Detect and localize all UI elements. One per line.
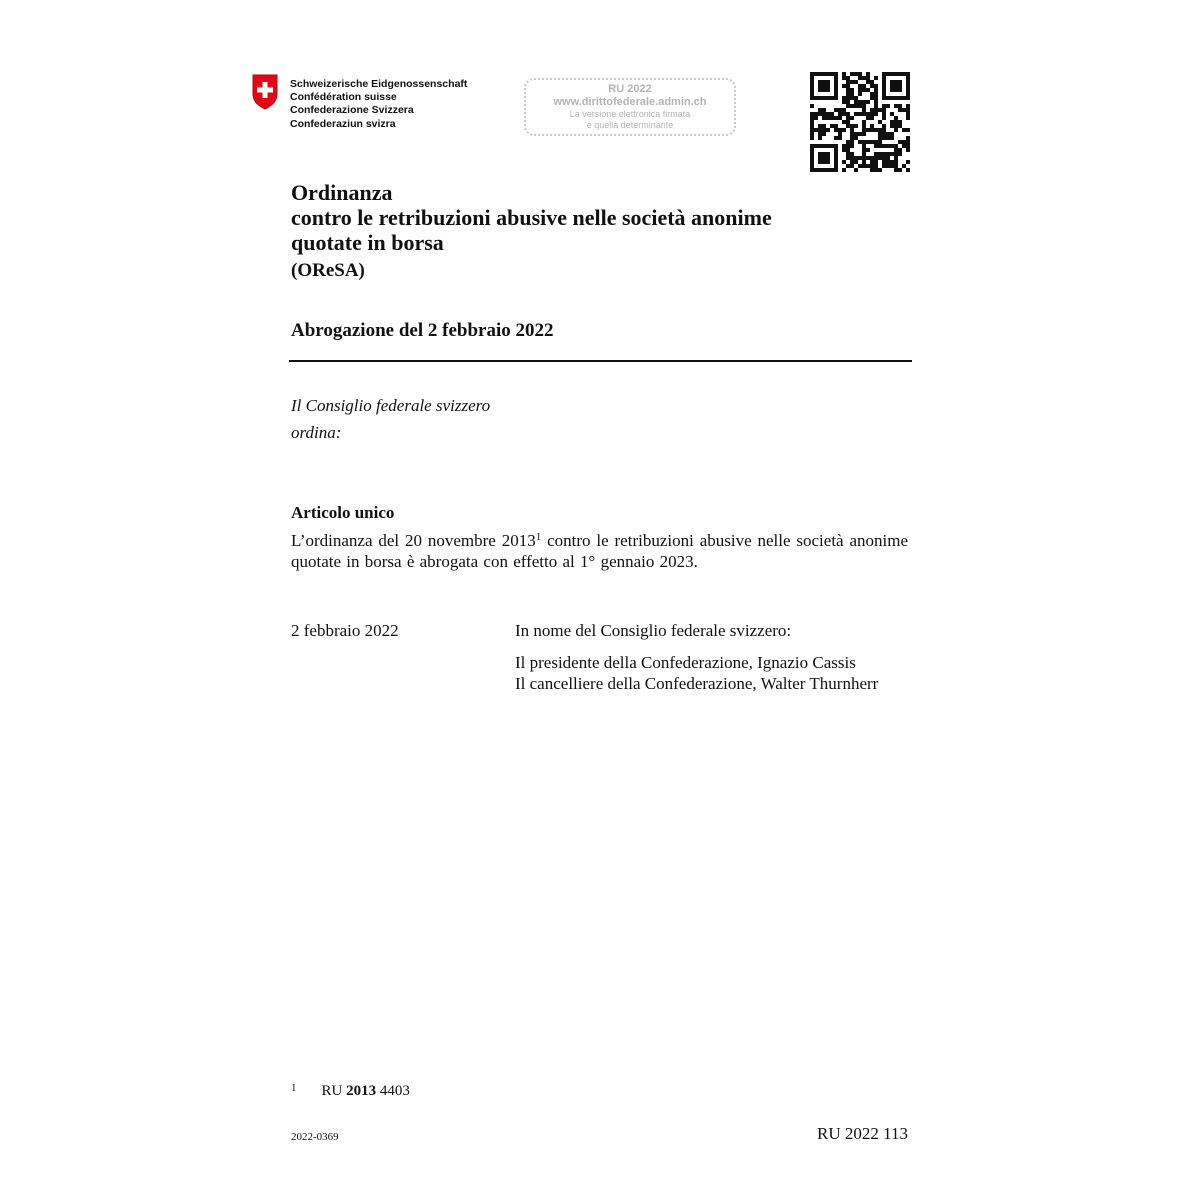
article-body [291,530,908,572]
agency-name-block [290,78,467,131]
signatories [515,652,878,694]
signatory-chancellor: Il cancelliere della Confederazione, Walter Thurnherr [515,674,879,693]
stamp-url[interactable]: www.dirittofederale.admin.ch [553,96,707,108]
footnote-prefix: RU [321,1083,343,1099]
footnote [291,1079,410,1100]
agency-line-rm: Confederaziun svizra [290,117,396,130]
title-line-1: Ordinanza [291,180,393,205]
document-title [291,180,772,255]
official-compilation-reference: RU 2022 113 [817,1124,908,1143]
qr-code-icon [810,72,910,172]
stamp-note-1: La versione elettronica firmata [569,109,691,119]
preamble-line-2: ordina: [291,423,342,442]
footnote-year: 2013 [346,1083,377,1099]
agency-line-fr: Confédération suisse [290,91,397,104]
document-number: 2022-0369 [291,1131,339,1143]
preamble [291,392,490,446]
stamp-note-2: è quella determinante [586,120,674,130]
article-text-end: contro le retribuzioni abusive nelle società anonime quotate in borsa è abrogata con effetto al 1° gennaio 2023. [291,531,908,571]
footnote-page: 4403 [379,1083,410,1099]
signature-heading: In nome del Consiglio federale svizzero: [515,621,792,640]
title-line-3: quotate in borsa [291,230,444,255]
signatory-president: Il presidente della Confederazione, Ignazio Cassis [515,653,856,672]
preamble-line-1: Il Consiglio federale svizzero [291,396,491,415]
stamp-ru: RU 2022 [608,83,652,95]
agency-line-de: Schweizerische Eidgenossenschaft [290,78,468,90]
title-divider [289,360,912,362]
swiss-coat-of-arms-icon [252,74,278,110]
footnote-number: 1 [291,1082,297,1094]
agency-line-it: Confederazione Svizzera [290,104,414,117]
signature-date: 2 febbraio 2022 [291,621,399,640]
repeal-subtitle: Abrogazione del 2 febbraio 2022 [291,320,554,341]
title-abbreviation: (OReSA) [291,260,365,281]
article-text-start: L’ordinanza del 20 novembre 2013 [291,531,536,550]
title-line-2: contro le retribuzioni abusive nelle società anonime [291,205,772,230]
electronic-version-stamp [524,78,736,136]
article-heading: Articolo unico [291,503,395,522]
footnote-reference[interactable]: 1 [535,531,542,543]
